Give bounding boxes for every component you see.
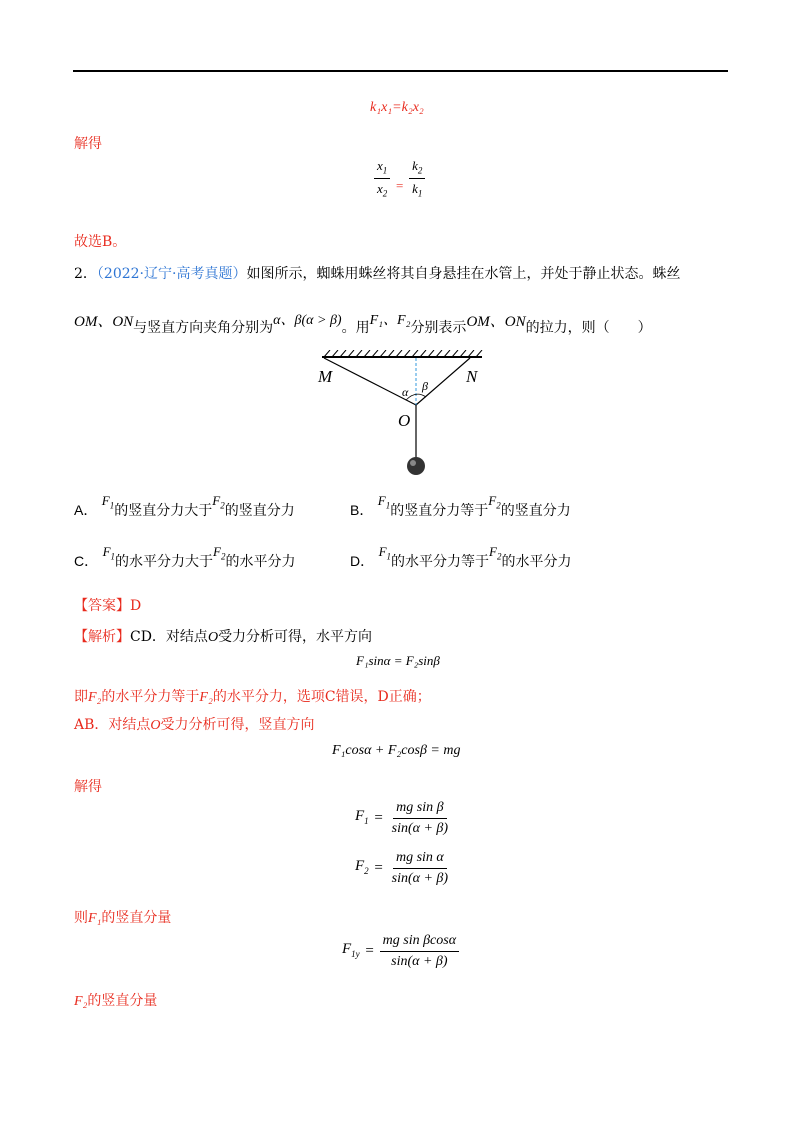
option-d: D． $F_1$的水平分力等于$F_2$的水平分力 — [350, 544, 572, 570]
answer: 【答案】D — [74, 598, 142, 614]
ratio-equation: $\frac{x_1}{x_2}$ = $\frac{k_2}{k_1}$ — [374, 158, 425, 198]
option-b: B． $F_1$的竖直分力等于$F_2$的竖直分力 — [350, 493, 571, 519]
question-line-2: OM、ON与竖直方向夹角分别为α、β(α > β)。用F₁、F₂分别表示OM、ON的拉力，则（ ） — [74, 313, 652, 336]
solve-label-2: 解得 — [74, 779, 102, 795]
option-c: C． $F_1$的水平分力大于$F_2$的水平分力 — [74, 544, 296, 570]
ab-line: AB．对结点O受力分析可得，竖直方向 — [74, 717, 315, 733]
spider-diagram — [310, 350, 490, 480]
choose-text: 故选B。 — [74, 234, 127, 250]
solve-label-1: 解得 — [74, 136, 102, 152]
top-equation: k₁x₁=k₂x₂ — [370, 100, 424, 115]
label-beta: β — [422, 379, 428, 393]
option-a: A． $F_1$的竖直分力大于$F_2$的竖直分力 — [74, 493, 295, 519]
question-text-1: 如图所示，蜘蛛用蛛丝将其自身悬挂在水管上，并处于静止状态。蛛丝 — [246, 266, 681, 282]
label-alpha: α — [402, 385, 409, 399]
question-source: （2022·辽宁·高考真题） — [96, 266, 247, 282]
label-m: M — [318, 367, 333, 386]
label-o: O — [398, 411, 411, 430]
eq-f1: $F_1$ = $\frac{\text{mg sin β}}{\sin(\alpha + \beta)}$ — [355, 800, 449, 836]
question-number: 2． — [74, 266, 97, 282]
conclusion-line: 即F₂的水平分力等于F₂的水平分力，选项C错误，D正确； — [74, 689, 431, 705]
question-line-1 — [74, 263, 680, 283]
label-n: N — [466, 367, 478, 386]
last-line: F₂的竖直分量 — [74, 993, 158, 1009]
spider-ball — [407, 457, 425, 475]
then-line: 则F₁的竖直分量 — [74, 910, 172, 926]
eq-f1y: $F_{1y}$ = $\frac{\text{mg sin βcosα}}{\sin(\alpha + \beta)}$ — [342, 933, 459, 970]
eq-vertical: F₁cosα + F₂cosβ = mg — [332, 743, 461, 758]
header-rule — [73, 70, 728, 72]
pipe-hatching — [324, 350, 482, 357]
eq-horizontal: F₁sinα = F₂sinβ — [356, 653, 440, 668]
eq-f2: $F_2$ = $\frac{\text{mg sin α}}{\sin(\alpha + \beta)}$ — [355, 850, 449, 886]
analysis-line-1: 【解析】CD．对结点O受力分析可得，水平方向 — [74, 629, 373, 645]
